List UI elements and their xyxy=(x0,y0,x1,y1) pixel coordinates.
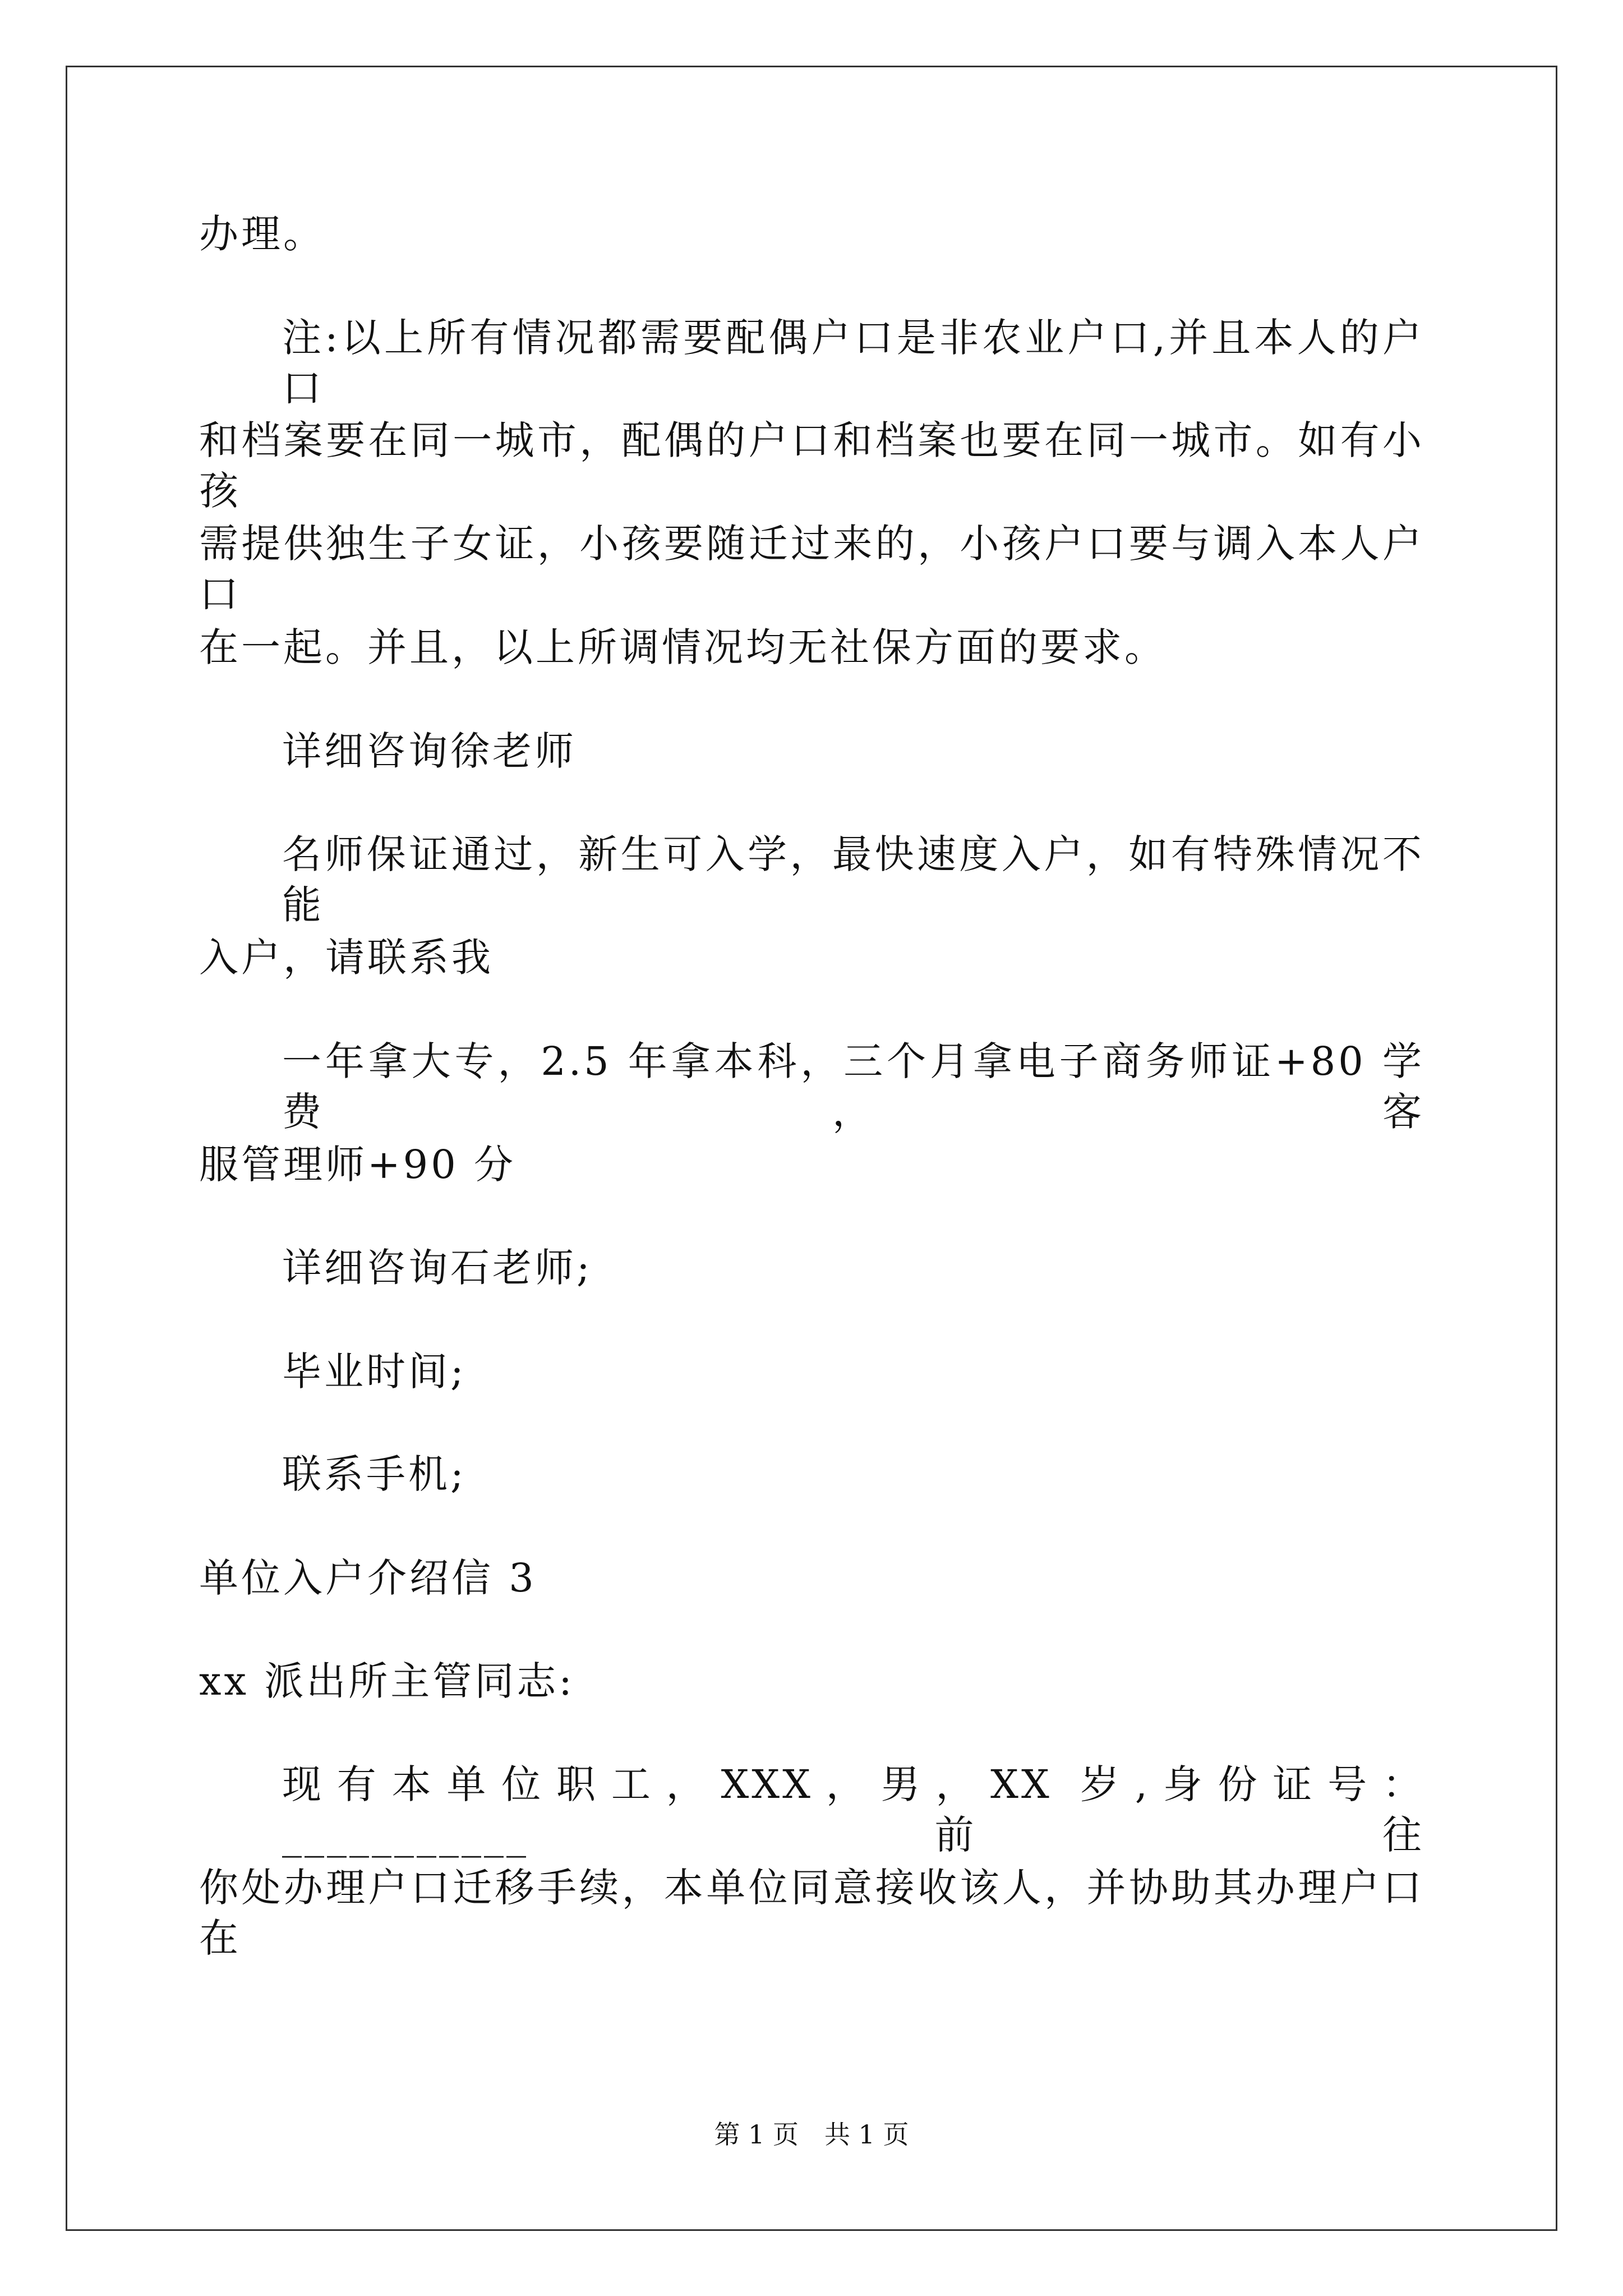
paragraph-line: 联系手机; xyxy=(282,1451,467,1497)
salutation: xx 派出所主管同志: xyxy=(199,1658,575,1704)
paragraph-line: 和档案要在同一城市，配偶的户口和档案也要在同一城市。如有小孩 xyxy=(199,417,1424,514)
paragraph-line: 详细咨询石老师; xyxy=(282,1245,593,1291)
paragraph-line: 一年拿大专，2.5 年拿本科，三个月拿电子商务师证+80 学费，客 xyxy=(282,1038,1424,1135)
paragraph-line: 名师保证通过，新生可入学，最快速度入户，如有特殊情况不能 xyxy=(282,831,1424,928)
paragraph-line: 在一起。并且，以上所调情况均无社保方面的要求。 xyxy=(199,624,1166,670)
paragraph-line: 详细咨询徐老师 xyxy=(282,728,577,774)
paragraph-line: 注:以上所有情况都需要配偶户口是非农业户口,并且本人的户口 xyxy=(282,315,1424,411)
paragraph-line: 办理。 xyxy=(199,211,325,257)
paragraph-line: 现有本单位职工，XXX，男，XX 岁,身份证号：___________前往 xyxy=(282,1761,1424,1858)
page-footer: 第 1 页 共 1 页 xyxy=(714,2119,909,2150)
paragraph-line: 毕业时间; xyxy=(282,1349,467,1395)
paragraph-line: 需提供独生子女证，小孩要随迁过来的，小孩户口要与调入本人户口 xyxy=(199,521,1424,617)
paragraph-line: 你处办理户口迁移手续，本单位同意接收该人，并协助其办理户口在 xyxy=(199,1865,1424,1961)
paragraph-line: 服管理师+90 分 xyxy=(199,1142,516,1188)
paragraph-line: 入户，请联系我 xyxy=(199,935,494,981)
section-heading: 单位入户介绍信 3 xyxy=(199,1555,537,1601)
